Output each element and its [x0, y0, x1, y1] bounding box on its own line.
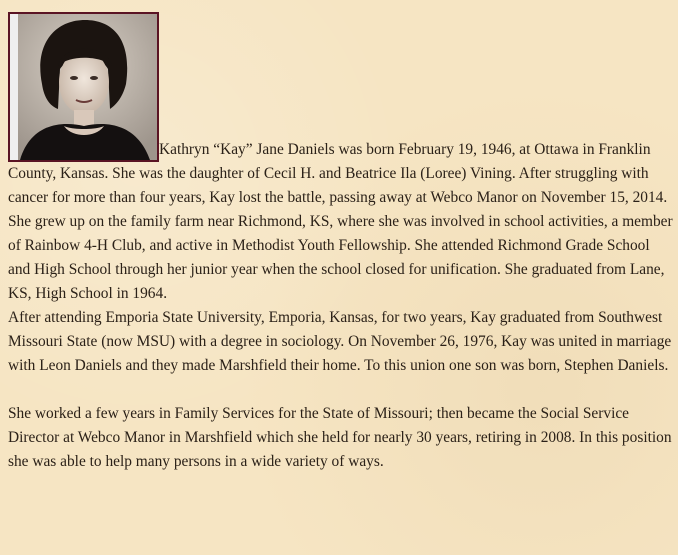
obituary-paragraph-1 — [8, 12, 674, 210]
portrait-photo — [8, 12, 159, 162]
obituary-paragraph-1-text: Kathryn “Kay” Jane Daniels was born February 19, 1946, at Ottawa in Franklin County, Kansas. She was the daughter of Cecil H. and Beatrice Ila (Loree) Vining. After struggling with cancer for more than four years, Kay lost the battle, passing away at Webco Manor on November 15, 2014. — [8, 141, 668, 206]
obituary-article — [8, 12, 674, 474]
paragraph-spacer — [8, 378, 674, 402]
obituary-paragraph-4: She worked a few years in Family Services for the State of Missouri; then became the Social Service Director at Webco Manor in Marshfield which she held for nearly 30 years, retiring in 2008. In this position she was able to help many persons in a wide variety of ways. — [8, 405, 672, 470]
portrait-image — [10, 14, 157, 160]
obituary-paragraph-3: After attending Emporia State University, Emporia, Kansas, for two years, Kay graduated from Southwest Missouri State (now MSU) with a degree in sociology. On November 26, 1976, Kay was united in marriage with Leon Daniels and they made Marshfield their home. To this union one son was born, Stephen Daniels. — [8, 309, 672, 374]
obituary-paragraph-2: She grew up on the family farm near Richmond, KS, where she was involved in school activities, a member of Rainbow 4-H Club, and active in Methodist Youth Fellowship. She attended Richmond Grade School and High School through her junior year when the school closed for unification. She graduated from Lane, KS, High School in 1964. — [8, 213, 673, 302]
